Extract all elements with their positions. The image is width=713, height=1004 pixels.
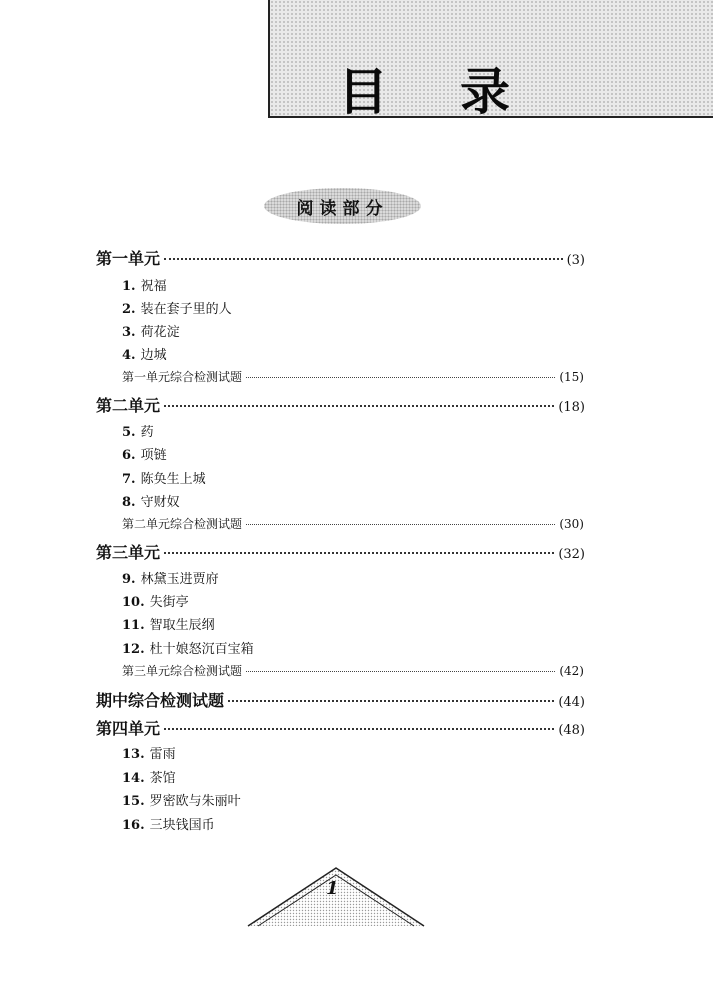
toc-lesson-14[interactable]	[122, 767, 176, 786]
lesson-number: 15.	[122, 794, 145, 809]
lesson-number: 1.	[122, 279, 136, 294]
title-char-mu: 目	[338, 63, 388, 121]
leader-dots	[164, 405, 554, 407]
lesson-number: 10.	[122, 595, 145, 610]
lesson-number: 11.	[122, 618, 145, 633]
toc-lesson-11[interactable]	[122, 614, 215, 633]
toc-label: 第一单元	[96, 249, 161, 268]
toc-lesson-12[interactable]	[122, 638, 254, 657]
lesson-title: 药	[140, 425, 154, 440]
toc-lesson-15[interactable]	[122, 790, 241, 809]
leader-dots	[164, 552, 554, 554]
toc-unit-test-1[interactable]	[122, 368, 584, 385]
lesson-title: 罗密欧与朱丽叶	[149, 794, 241, 809]
toc-label: 第一单元综合检测试题	[122, 370, 243, 384]
lesson-number: 14.	[122, 771, 145, 786]
toc-lesson-7[interactable]	[122, 468, 206, 487]
lesson-title: 杜十娘怒沉百宝箱	[149, 642, 254, 657]
page-number: 1	[326, 878, 339, 899]
lesson-title: 雷雨	[149, 747, 176, 762]
toc-page: (32)	[558, 547, 585, 562]
toc-page: (48)	[558, 723, 585, 738]
lesson-title: 林黛玉进贾府	[140, 572, 219, 587]
toc-page: (30)	[559, 517, 584, 531]
toc-midterm-test[interactable]	[96, 688, 585, 711]
toc-unit-2[interactable]	[96, 393, 585, 416]
lesson-number: 12.	[122, 642, 145, 657]
toc-lesson-3[interactable]	[122, 321, 180, 340]
toc-lesson-6[interactable]	[122, 444, 167, 463]
lesson-title: 三块钱国币	[149, 818, 215, 833]
leader-dots	[246, 524, 555, 525]
toc-lesson-10[interactable]	[122, 591, 189, 610]
toc-page: (3)	[566, 253, 585, 268]
leader-dots	[164, 728, 554, 730]
lesson-number: 7.	[122, 472, 136, 487]
section-title: 阅读部分	[296, 198, 389, 219]
lesson-title: 失街亭	[149, 595, 189, 610]
toc-lesson-16[interactable]	[122, 814, 215, 833]
lesson-number: 4.	[122, 348, 136, 363]
lesson-title: 祝福	[140, 279, 167, 294]
lesson-number: 3.	[122, 325, 136, 340]
lesson-number: 16.	[122, 818, 145, 833]
lesson-number: 2.	[122, 302, 136, 317]
toc-unit-3[interactable]	[96, 540, 585, 563]
leader-dots	[164, 258, 563, 260]
toc-label: 期中综合检测试题	[96, 691, 225, 710]
lesson-title: 装在套子里的人	[140, 302, 232, 317]
lesson-title: 守财奴	[140, 495, 180, 510]
leader-dots	[246, 671, 555, 672]
toc-label: 第三单元	[96, 543, 161, 562]
toc-lesson-5[interactable]	[122, 421, 154, 440]
toc-label: 第四单元	[96, 719, 161, 738]
lesson-number: 5.	[122, 425, 136, 440]
toc-unit-1[interactable]	[96, 246, 585, 269]
toc-lesson-4[interactable]	[122, 344, 167, 363]
toc-label: 第二单元综合检测试题	[122, 517, 243, 531]
toc-page: (42)	[559, 664, 584, 678]
toc-page: (15)	[559, 370, 584, 384]
toc-unit-test-2[interactable]	[122, 515, 584, 532]
title-char-lu: 录	[460, 63, 510, 121]
toc-page: (18)	[558, 400, 585, 415]
lesson-number: 9.	[122, 572, 136, 587]
lesson-title: 智取生辰纲	[149, 618, 215, 633]
toc-lesson-13[interactable]	[122, 743, 176, 762]
lesson-number: 13.	[122, 747, 145, 762]
lesson-title: 边城	[140, 348, 167, 363]
toc-lesson-8[interactable]	[122, 491, 180, 510]
lesson-title: 项链	[140, 448, 167, 463]
toc-unit-test-3[interactable]	[122, 662, 584, 679]
lesson-title: 荷花淀	[140, 325, 180, 340]
lesson-number: 6.	[122, 448, 136, 463]
leader-dots	[246, 377, 555, 378]
toc-unit-4[interactable]	[96, 716, 585, 739]
leader-dots	[228, 700, 554, 702]
toc-page: (44)	[558, 695, 585, 710]
lesson-number: 8.	[122, 495, 136, 510]
toc-lesson-9[interactable]	[122, 568, 219, 587]
lesson-title: 陈奂生上城	[140, 472, 206, 487]
page-number-mark	[244, 864, 430, 928]
toc-label: 第二单元	[96, 396, 161, 415]
toc-label: 第三单元综合检测试题	[122, 664, 243, 678]
toc-lesson-1[interactable]	[122, 275, 167, 294]
lesson-title: 茶馆	[149, 771, 176, 786]
toc-lesson-2[interactable]	[122, 298, 232, 317]
